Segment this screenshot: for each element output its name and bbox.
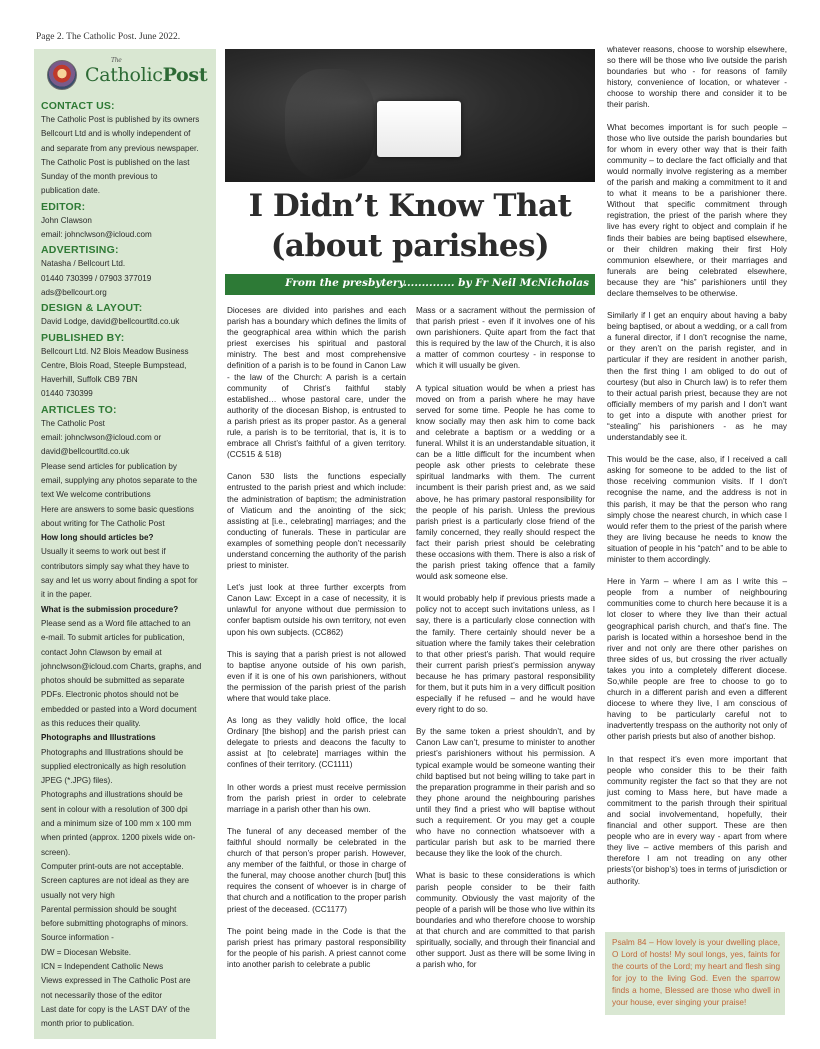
- sidebar-text-line: and a minimum size of 100 mm x 100 mm: [41, 819, 192, 829]
- sidebar-text-line: Source information -: [41, 933, 114, 943]
- article-photo-clerical-collar: [225, 49, 595, 182]
- masthead-title: The CatholicPost: [85, 56, 208, 86]
- article-paragraph: Let’s just look at three further excerpts from Canon Law: Except in a case of necessity, it is unlawful for anyone without due permission to confer baptism outside his own territory, not even upon his own subjects. (CC862): [227, 583, 406, 637]
- sidebar-text-line: photos should be submitted as separate: [41, 676, 185, 686]
- sidebar-text-line: Bellcourt Ltd. N2 Blois Meadow Business: [41, 346, 189, 356]
- sidebar-text-line: when printed (approx. 1200 pixels wide on-: [41, 833, 196, 843]
- sidebar-text-line: Centre, Blois Road, Steeple Bumpstead,: [41, 360, 187, 370]
- collar-shape: [377, 101, 461, 157]
- sidebar-text-line: email, supplying any photos separate to the: [41, 475, 198, 485]
- article-paragraph: whatever reasons, choose to worship elsewhere, so there will be those who live outside the parish boundaries but who - for reasons of family history, convenience of location, or whatever - choose to worship there and consider it to be their parish.: [607, 45, 787, 110]
- article-column-2: [416, 305, 595, 981]
- article-paragraph: Similarly if I get an enquiry about having a baby being baptised, or about a wedding, or a call from a funeral director, if I don’t recognise the name, or they aren’t on the parish register, and in particular if they are resident in another parish, then the first thing I am obliged to do out of courtesy (but also in Church law) is to refer them to their actual parish priest, because they are not officially members of my parish and I don’t want to get into a dispute with another priest for “stealing” his parishioners - as he may understandably see it.: [607, 311, 787, 443]
- sidebar-text-line: JPEG (*.JPG) files).: [41, 776, 113, 786]
- page-header: Page 2. The Catholic Post. June 2022.: [36, 32, 181, 42]
- sidebar-faq-question: Photographs and Illustrations: [41, 733, 156, 743]
- sidebar-text-line: sent in colour with a resolution of 300 dpi: [41, 804, 188, 814]
- sidebar-text-line: as this reduces their quality.: [41, 718, 141, 728]
- sidebar-text-line: publication date.: [41, 186, 100, 196]
- sidebar-text-line: embedded or pasted into a Word document: [41, 704, 197, 714]
- sidebar-heading: PUBLISHED BY:: [41, 331, 125, 344]
- sidebar-text-line: The Catholic Post is published on the last: [41, 157, 190, 167]
- article-paragraph: The funeral of any deceased member of the faithful should normally be celebrated in the church of that person’s proper parish. However, any member of the faithful, or those in charge of the funeral, may choose another church [but] this requires the consent of whoever is in charge of that church and a notification to the proper parish priest of the deceased. (CC1177): [227, 826, 406, 914]
- sidebar-text-line: Photographs and illustrations should be: [41, 790, 183, 800]
- article-paragraph: By the same token a priest shouldn’t, and by Canon Law can’t, presume to minister to another priest’s parishioners without his permission. A typical example would be someone wanting their child baptised but not being willing to take part in the preparation programme in their parish and so they phone around the neighbouring parishes until they find a priest who will baptise without such a requirement. Or you may get a couple who have no connection whatsoever with a particular parish but ask to be married there because they like the look of the church.: [416, 727, 595, 859]
- article-column-3: [607, 44, 787, 898]
- sidebar-text-line: David Lodge, david@bellcourtltd.co.uk: [41, 317, 180, 327]
- sidebar-text-line: month prior to publication.: [41, 1019, 135, 1029]
- sidebar-text-line: about writing for The Catholic Post: [41, 518, 165, 528]
- sidebar-text-line: Views expressed in The Catholic Post are: [41, 976, 191, 986]
- sidebar-text-line: supplied electronically as high resolution: [41, 761, 186, 771]
- sidebar-text-line: Sunday of the month previous to: [41, 172, 158, 182]
- sidebar-text-line: Haverhill, Suffolk CB9 7BN: [41, 375, 138, 385]
- sidebar-text-line: 01440 730399 / 07903 377019: [41, 273, 152, 283]
- sidebar-heading: ARTICLES TO:: [41, 403, 117, 416]
- sidebar-text-line: Parental permission should be sought: [41, 904, 177, 914]
- sidebar-text-line: The Catholic Post: [41, 418, 105, 428]
- article-paragraph: The point being made in the Code is that the parish priest has primary pastoral responsibility for the people of his parish. A priest cannot come into another parish to celebrate a public: [227, 926, 406, 969]
- article-paragraph: Canon 530 lists the functions especially entrusted to the parish priest and which include: the administration of baptism; the administration of Viaticum and the anointing of the sick; assisting at [i.e., celebrating] marriages; and the conducting of funerals. These in particular are examples of something people don’t necessarily understand concerning the authority of the parish priest to minister.: [227, 472, 406, 571]
- sidebar-text-line: ICN = Independent Catholic News: [41, 962, 164, 972]
- article-headline: [225, 186, 595, 266]
- sidebar-info-panel: [34, 49, 216, 1039]
- sidebar-text-line: text We welcome contributions: [41, 490, 151, 500]
- sidebar-heading: CONTACT US:: [41, 100, 115, 112]
- sidebar-text-line: ads@bellcourt.org: [41, 287, 107, 297]
- masthead-logo: [41, 55, 210, 95]
- sidebar-text-line: email: johnclwson@icloud.com: [41, 230, 152, 240]
- sidebar-text-line: Usually it seems to work out best if: [41, 547, 166, 557]
- psalm-quote-box: Psalm 84 – How lovely is your dwelling place, O Lord of hosts! My soul longs, yes, faints for the courts of the Lord; my heart and flesh sing for joy to the living God. Even the sparrow finds a home, Blessed are those who dwell in your house, ever singing your praise!: [605, 932, 785, 1015]
- headline-line-1: I Didn’t Know That: [248, 188, 572, 224]
- sidebar-text-line: Screen captures are not ideal as they are: [41, 876, 190, 886]
- sidebar-text-line: Last date for copy is the LAST DAY of the: [41, 1004, 190, 1014]
- article-paragraph: In other words a priest must receive permission from the parish priest in order to celebrate marriage in a parish other than his own.: [227, 782, 406, 814]
- sidebar-text-line: Computer print-outs are not acceptable.: [41, 861, 184, 871]
- sidebar-text-line: usually not very high: [41, 890, 115, 900]
- article-paragraph: What is basic to these considerations is which parish people consider to be their faith community. Obviously the vast majority of the people of a parish will be those who live within its boundaries and who therefore choose to worship at that church and are committed to that parish spiritually, socially, and through their financial and other support. Just as there will be some living in a parish who, for: [416, 871, 596, 970]
- sidebar-text-line: johnclwson@icloud.com Charts, graphs, and: [41, 661, 202, 671]
- sidebar-text-line: screen).: [41, 847, 71, 857]
- sidebar-faq-question: What is the submission procedure?: [41, 604, 179, 614]
- article-paragraph: This is saying that a parish priest is not allowed to baptise anyone outside of his own parish, even if it is one of his own parishioners, without the permission of the parish priest of the parish where that would take place.: [227, 649, 406, 703]
- sidebar-heading: EDITOR:: [41, 200, 86, 213]
- article-paragraph: As long as they validly hold office, the local Ordinary [the bishop] and the parish priest can delegate to priests and deacons the faculty to assist at [to celebrate] marriages within the confines of their territory. (CC1111): [227, 716, 406, 770]
- sidebar-text-line: before submitting photographs of minors.: [41, 919, 189, 929]
- article-byline: From the presbytery.............. by Fr Neil McNicholas: [225, 274, 595, 295]
- sidebar-text-line: Natasha / Bellcourt Ltd.: [41, 259, 126, 269]
- sidebar-text-line: not necessarily those of the editor: [41, 990, 163, 1000]
- article-paragraph: This would be the case, also, if I received a call asking for someone to be added to the list of those receiving communion visits. If I don’t recognise the name, and the address is not in this parish, it may be that the person who rang simply chose the nearest church, in which case I would refer them to the priest of the parish where they are living because he needs to know the situation of people in his “patch” and to be able to minister to them accordingly.: [607, 455, 787, 565]
- sidebar-text-line: and separate from any previous newspaper.: [41, 143, 199, 153]
- article-paragraph: Here in Yarm – where I am as I write this – people from a number of neighbouring communities come to church here because it is a lot closer to where they live than their actual geographical parish church, and that’s fine. The parish is located within a horseshoe bend in the river and not only are there other parishes on three sides of us, but crossing the river actually takes you into a completely different diocese. So,while people are free to choose to go to church in a different parish and even a different diocese to where they live, I am conscious of having to be particularly careful not to inadvertently trespass on the authority not only of other parish priests but also of another bishop.: [607, 577, 787, 742]
- sidebar-text-line: 01440 730399: [41, 389, 93, 399]
- sidebar-content: [41, 99, 210, 1032]
- sidebar-text-line: John Clawson: [41, 215, 92, 225]
- article-paragraph: Mass or a sacrament without the permission of that parish priest - even if it involves one of his own parishioners. Quite apart from the fact that this is required by the law of the Church, it is also a matter of common courtesy - in response to which it will usually be given.: [416, 306, 595, 371]
- article-paragraph: Dioceses are divided into parishes and each parish has a boundary which defines the limits of the geographical area within which the parish priest exercises his spiritual and pastoral ministry. The best and most comprehensive definition of a parish is to be found in Canon Law - the law of the Church: A parish is a certain community of Christ’s faithful stably established… whose pastoral care, under the authority of the diocesan Bishop, is entrusted to a parish priest as its proper pastor. As a general rule, a parish is to be territorial, that is, it is to embrace all Christ’s faithful of a given territory. (CC515 & 518): [227, 306, 406, 460]
- sidebar-text-line: Please send as a Word file attached to an: [41, 618, 191, 628]
- sidebar-text-line: DW = Diocesan Website.: [41, 947, 132, 957]
- sidebar-text-line: david@bellcourtltd.co.uk: [41, 447, 130, 457]
- crest-icon: [47, 60, 77, 90]
- sidebar-text-line: Here are answers to some basic questions: [41, 504, 194, 514]
- sidebar-text-line: Please send articles for publication by: [41, 461, 177, 471]
- sidebar-text-line: e-mail. To submit articles for publication,: [41, 633, 185, 643]
- sidebar-text-line: The Catholic Post is published by its owners: [41, 115, 200, 124]
- article-paragraph: It would probably help if previous priests made a policy not to accept such invitations unless, as I say, there is a particularly close connection with the family. There certainly should never be a situation where the family takes their celebration to that other priest’s parish. That would require their current parish priest’s permission anyway because he has primary pastoral responsibility for them, but it puts him in a very difficult position especially if he refused – and he would have every right to do so.: [416, 594, 595, 715]
- sidebar-text-line: contact John Clawson by email at: [41, 647, 162, 657]
- sidebar-text-line: it in the paper.: [41, 590, 92, 600]
- article-paragraph: In that respect it’s even more important that people who consider this to be their faith community register the fact so that they are not just coming to Mass here, but have made a commitment to the parish through their spiritual and social involvementand, hopefully, their financial and other support. These are then people who are in every way - apart from where they live – active members of this parish and therefore I am not treading on any other priests’(or bishop’s) toes in terms of jurisdiction or authority.: [607, 754, 787, 886]
- sidebar-text-line: PDFs. Electronic photos should not be: [41, 690, 179, 700]
- sidebar-heading: ADVERTISING:: [41, 244, 119, 257]
- article-paragraph: A typical situation would be when a priest has moved on from a parish where he may have served for some time. People he has come to know socially may then ask him to come back and celebrate a baptism or a wedding or a funeral. Whilst it is an understandable situation, it can be a little difficult for the incumbent when people ask other priests to celebrate these spiritual landmarks with them. The current incumbent is their parish priest and, as we said above, he has primary pastoral responsibility for the people of his parish. Unless the previous parish priest is a particularly close friend of the family concerned, they really should respect the fact their parish priest should be celebrating these occasions with them. There is also a risk of the parish priest taking offence that a family would ask someone else.: [416, 383, 595, 582]
- article-column-1: [227, 305, 406, 981]
- sidebar-text-line: contributors simply say what they have to: [41, 561, 190, 571]
- sidebar-text-line: Bellcourt Ltd and is wholly independent of: [41, 129, 191, 139]
- sidebar-heading: DESIGN & LAYOUT:: [41, 302, 143, 315]
- headline-line-2: (about parishes): [270, 228, 550, 264]
- sidebar-text-line: Photographs and Illustrations should be: [41, 747, 184, 757]
- sidebar-text-line: say and let us worry about finding a spot for: [41, 576, 198, 586]
- sidebar-faq-question: How long should articles be?: [41, 533, 154, 543]
- article-paragraph: What becomes important is for such people – those who live outside the parish boundaries but for whom in every other way that is their faith community – to declare the fact officially and that would normally involve registering as a member of the parish and making a commitment to it and to what it means to be a parishioner there. Without that specific commitment through registration, the priest of the parish where they live has every right to object and complain if he finds their babies are being baptised elsewhere, or their children making their first Holy communion elsewhere, or their marriages and funerals are being celebrated elsewhere, because they are “his” parishioners until they declare themselves to be otherwise.: [607, 122, 787, 298]
- sidebar-text-line: email: johnclwson@icloud.com or: [41, 433, 162, 443]
